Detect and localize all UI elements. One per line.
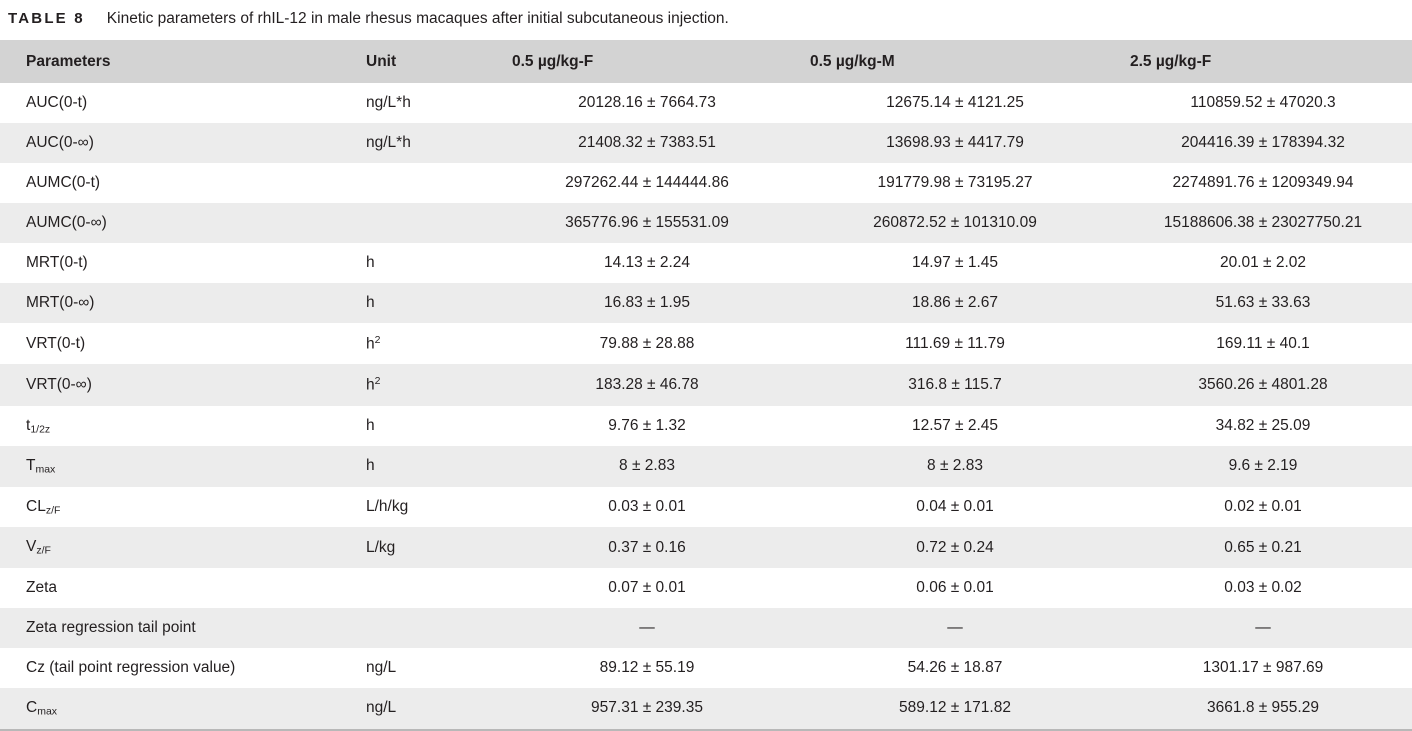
cell-value-0-5-f: 957.31 ± 239.35 (498, 688, 796, 729)
column-header-dose-0-5-f: 0.5 µg/kg-F (498, 40, 796, 83)
table-row (0, 123, 1412, 163)
cell-value-2-5-f: 0.02 ± 0.01 (1114, 487, 1412, 528)
cell-value-0-5-m: 316.8 ± 115.7 (796, 364, 1114, 405)
table-row (0, 283, 1412, 323)
cell-value-0-5-m: 8 ± 2.83 (796, 446, 1114, 487)
cell-value-0-5-f: 16.83 ± 1.95 (498, 283, 796, 323)
table-row (0, 243, 1412, 283)
cell-value-0-5-f: 0.03 ± 0.01 (498, 487, 796, 528)
table-row (0, 323, 1412, 364)
table-header (0, 40, 1412, 83)
cell-value-0-5-f: 20128.16 ± 7664.73 (498, 83, 796, 123)
cell-value-0-5-f: 9.76 ± 1.32 (498, 406, 796, 447)
cell-parameter: $t_{1/2z}$ (0, 406, 360, 447)
table-row (0, 163, 1412, 203)
cell-unit: ng/L (360, 688, 498, 729)
cell-unit (360, 608, 498, 648)
cell-value-0-5-m: 111.69 ± 11.79 (796, 323, 1114, 364)
cell-value-0-5-m: 0.04 ± 0.01 (796, 487, 1114, 528)
cell-unit: ng/L*h (360, 83, 498, 123)
cell-value-0-5-f: 14.13 ± 2.24 (498, 243, 796, 283)
cell-value-2-5-f: 0.65 ± 0.21 (1114, 527, 1412, 568)
cell-value-0-5-f: 365776.96 ± 155531.09 (498, 203, 796, 243)
cell-parameter: $V_{z/F}$ (0, 527, 360, 568)
cell-unit: h (360, 406, 498, 447)
column-header-parameters: Parameters (0, 40, 360, 83)
cell-unit: $h^2$ (360, 323, 498, 364)
cell-value-2-5-f: 15188606.38 ± 23027750.21 (1114, 203, 1412, 243)
cell-parameter: AUC(0-t) (0, 83, 360, 123)
table-row (0, 688, 1412, 729)
cell-value-0-5-m: 12.57 ± 2.45 (796, 406, 1114, 447)
table-row (0, 364, 1412, 405)
cell-value-0-5-m: — (796, 608, 1114, 648)
cell-unit: L/h/kg (360, 487, 498, 528)
cell-unit: h (360, 243, 498, 283)
cell-unit: h (360, 283, 498, 323)
cell-value-2-5-f: 34.82 ± 25.09 (1114, 406, 1412, 447)
cell-value-0-5-m: 0.72 ± 0.24 (796, 527, 1114, 568)
cell-parameter: MRT(0-∞) (0, 283, 360, 323)
cell-parameter: VRT(0-t) (0, 323, 360, 364)
table-row (0, 487, 1412, 528)
cell-value-2-5-f: 1301.17 ± 987.69 (1114, 648, 1412, 688)
cell-value-2-5-f: 0.03 ± 0.02 (1114, 568, 1412, 608)
table-row (0, 527, 1412, 568)
cell-parameter: MRT(0-t) (0, 243, 360, 283)
column-header-dose-0-5-m: 0.5 µg/kg-M (796, 40, 1114, 83)
cell-value-2-5-f: 3661.8 ± 955.29 (1114, 688, 1412, 729)
cell-parameter: VRT(0-∞) (0, 364, 360, 405)
cell-value-0-5-m: 14.97 ± 1.45 (796, 243, 1114, 283)
cell-unit: $h^2$ (360, 364, 498, 405)
cell-value-0-5-f: 8 ± 2.83 (498, 446, 796, 487)
cell-unit (360, 163, 498, 203)
cell-parameter: Zeta regression tail point (0, 608, 360, 648)
cell-parameter: AUMC(0-t) (0, 163, 360, 203)
cell-value-0-5-m: 260872.52 ± 101310.09 (796, 203, 1114, 243)
table-row (0, 406, 1412, 447)
table-body (0, 83, 1412, 729)
cell-parameter: AUC(0-∞) (0, 123, 360, 163)
table-number-label: TABLE 8 (8, 10, 85, 27)
cell-parameter: Cz (tail point regression value) (0, 648, 360, 688)
cell-unit (360, 568, 498, 608)
table-row (0, 203, 1412, 243)
cell-value-0-5-f: 89.12 ± 55.19 (498, 648, 796, 688)
cell-value-0-5-m: 54.26 ± 18.87 (796, 648, 1114, 688)
cell-parameter: $T_{max}$ (0, 446, 360, 487)
column-header-dose-2-5-f: 2.5 µg/kg-F (1114, 40, 1412, 83)
cell-value-2-5-f: 51.63 ± 33.63 (1114, 283, 1412, 323)
table-row (0, 83, 1412, 123)
cell-unit: ng/L (360, 648, 498, 688)
cell-unit: L/kg (360, 527, 498, 568)
cell-value-0-5-m: 589.12 ± 171.82 (796, 688, 1114, 729)
cell-value-2-5-f: 204416.39 ± 178394.32 (1114, 123, 1412, 163)
cell-unit: ng/L*h (360, 123, 498, 163)
cell-value-2-5-f: 110859.52 ± 47020.3 (1114, 83, 1412, 123)
cell-value-0-5-f: 297262.44 ± 144444.86 (498, 163, 796, 203)
table-header-row (0, 40, 1412, 83)
cell-value-0-5-f: 183.28 ± 46.78 (498, 364, 796, 405)
cell-parameter: AUMC(0-∞) (0, 203, 360, 243)
cell-value-2-5-f: 20.01 ± 2.02 (1114, 243, 1412, 283)
cell-value-0-5-f: — (498, 608, 796, 648)
cell-value-0-5-f: 0.37 ± 0.16 (498, 527, 796, 568)
cell-value-2-5-f: — (1114, 608, 1412, 648)
cell-unit: h (360, 446, 498, 487)
table-caption (0, 0, 1412, 40)
table-caption-text: Kinetic parameters of rhIL-12 in male rhesus macaques after initial subcutaneous injection. (106, 10, 729, 27)
cell-unit (360, 203, 498, 243)
cell-value-0-5-f: 79.88 ± 28.88 (498, 323, 796, 364)
table-row (0, 568, 1412, 608)
kinetic-parameters-table (0, 40, 1412, 729)
cell-value-0-5-m: 12675.14 ± 4121.25 (796, 83, 1114, 123)
table-row (0, 648, 1412, 688)
cell-parameter: $CL_{z/F}$ (0, 487, 360, 528)
cell-parameter: Zeta (0, 568, 360, 608)
cell-value-0-5-m: 191779.98 ± 73195.27 (796, 163, 1114, 203)
cell-value-2-5-f: 9.6 ± 2.19 (1114, 446, 1412, 487)
cell-value-0-5-m: 18.86 ± 2.67 (796, 283, 1114, 323)
cell-parameter: $C_{max}$ (0, 688, 360, 729)
cell-value-0-5-f: 21408.32 ± 7383.51 (498, 123, 796, 163)
table-row (0, 446, 1412, 487)
table-row (0, 608, 1412, 648)
cell-value-0-5-f: 0.07 ± 0.01 (498, 568, 796, 608)
cell-value-2-5-f: 3560.26 ± 4801.28 (1114, 364, 1412, 405)
cell-value-2-5-f: 2274891.76 ± 1209349.94 (1114, 163, 1412, 203)
column-header-unit: Unit (360, 40, 498, 83)
cell-value-0-5-m: 0.06 ± 0.01 (796, 568, 1114, 608)
table-bottom-rule (0, 729, 1412, 731)
cell-value-2-5-f: 169.11 ± 40.1 (1114, 323, 1412, 364)
cell-value-0-5-m: 13698.93 ± 4417.79 (796, 123, 1114, 163)
